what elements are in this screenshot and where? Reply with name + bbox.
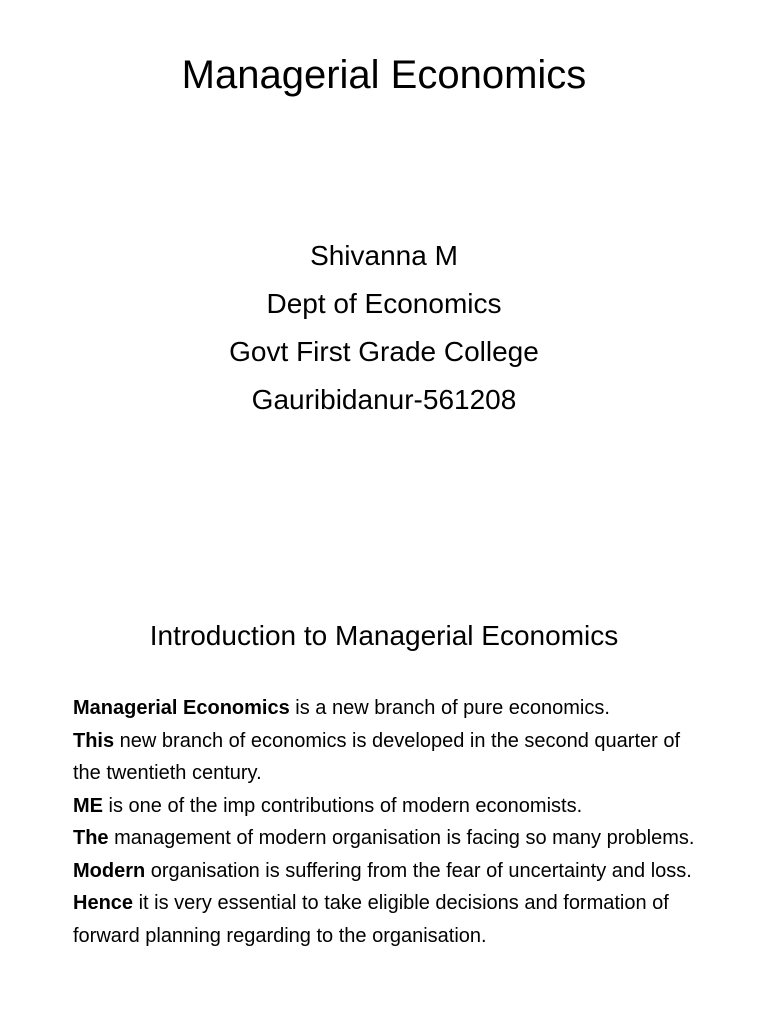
paragraph-3-lead: ME [73,794,103,817]
paragraph-1 [73,692,713,725]
author-block [0,232,768,424]
paragraph-5-text: organisation is suffering from the fear of uncertainty and loss. [145,859,692,882]
intro-body [73,692,713,952]
paragraph-6-text: it is very essential to take eligible decisions and formation of forward planning regarding to the organisation. [73,892,669,947]
author-location: Gauribidanur-561208 [251,384,517,415]
slide-title: Managerial Economics [181,53,587,97]
paragraph-3 [73,790,713,823]
paragraph-1-text: is a new branch of pure economics. [289,697,610,719]
paragraph-5 [73,855,713,888]
paragraph-4-lead: The [73,827,109,849]
author-name: Shivanna M [310,240,458,271]
section-heading: Introduction to Managerial Economics [149,620,619,651]
paragraph-2 [73,725,713,790]
author-department: Dept of Economics [266,288,502,319]
author-college: Govt First Grade College [229,336,539,367]
paragraph-4-text: management of modern organisation is facing so many problems. [108,827,695,849]
paragraph-4 [73,822,713,855]
paragraph-2-lead: This [73,729,115,752]
paragraph-2-text: new branch of economics is developed in the second quarter of the twentieth century. [73,729,681,784]
paragraph-3-text: is one of the imp contributions of modern economists. [103,794,583,817]
paragraph-6-lead: Hence [73,892,134,914]
paragraph-6 [73,887,713,952]
paragraph-5-lead: Modern [73,859,146,882]
paragraph-1-lead: Managerial Economics [73,697,290,719]
